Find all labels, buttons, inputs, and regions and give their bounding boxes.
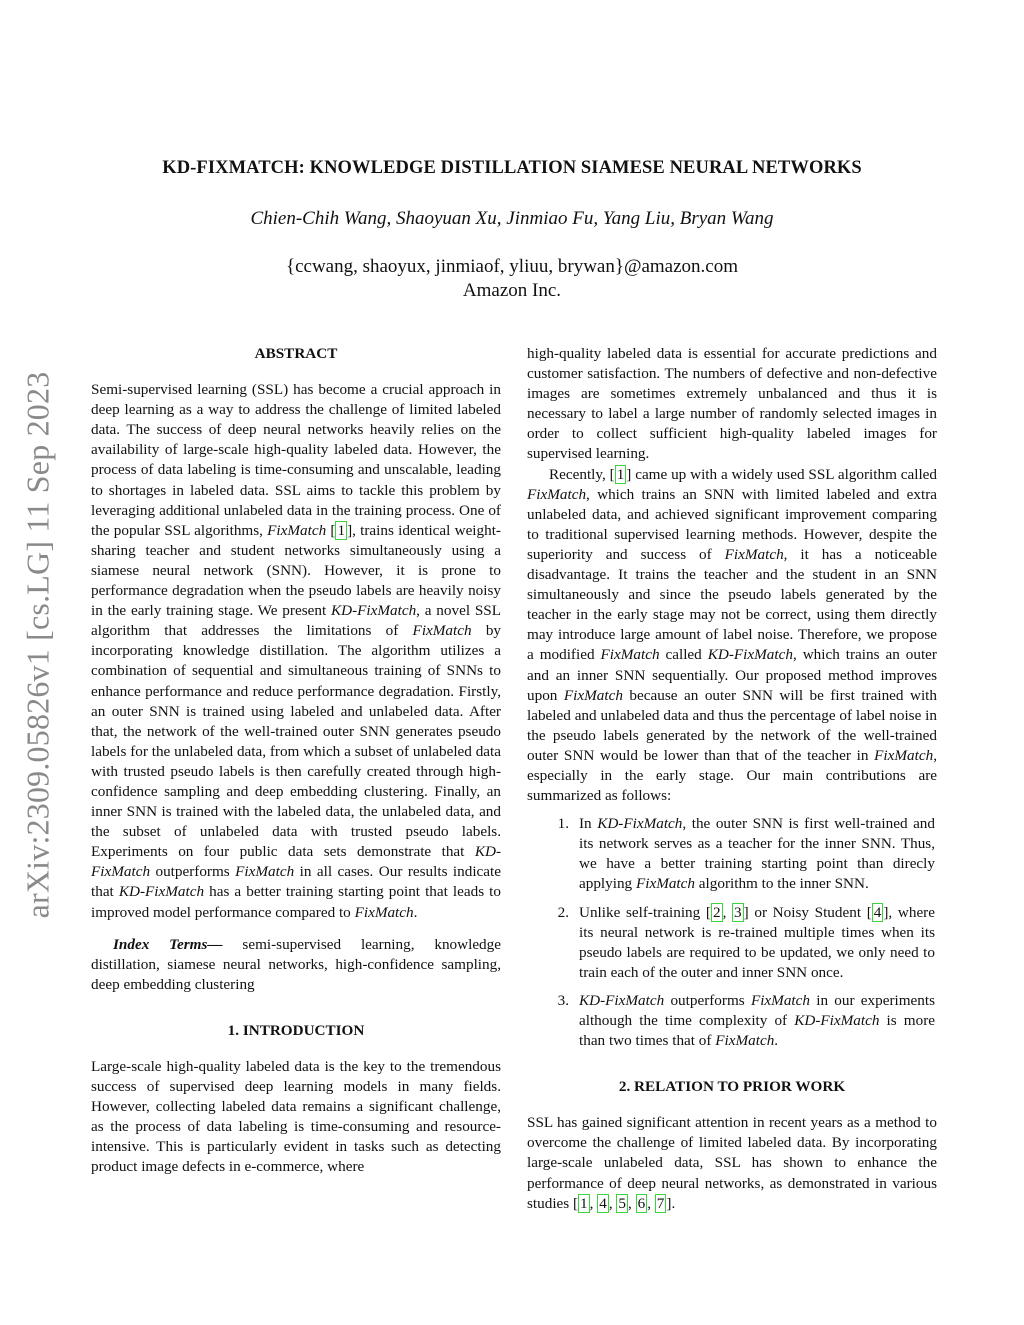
arxiv-identifier: arXiv:2309.05826v1 [cs.LG] 11 Sep 2023 (19, 371, 56, 919)
left-column (91, 344, 501, 1178)
citation-link[interactable]: 3 (734, 903, 742, 921)
citation-link[interactable]: 2 (712, 903, 721, 921)
citation-link[interactable]: 7 (656, 1194, 665, 1212)
citation-link[interactable]: 4 (599, 1194, 607, 1212)
citation-link[interactable]: 5 (618, 1194, 627, 1212)
prior-work-heading: 2. RELATION TO PRIOR WORK (618, 1078, 846, 1096)
introduction-text: Large-scale high-quality labeled data is the key to the tremendous success of supervised deep learning models in many fields. However, collecting labeled data remains a significant challenge, as the process of data labeling is time-consuming and resource-intensive. This is particularly evident in tasks such as detecting product image defects in e-commerce, where (91, 1058, 501, 1176)
contributions-list (527, 814, 937, 1051)
citation-link[interactable]: 1 (337, 521, 346, 539)
list-item: 3. KD-FixMatch outperforms FixMatch in our experiments although the time complexity of KD-FixMatch is more than two times that of FixMatch. (557, 991, 935, 1050)
citation-link[interactable]: 1 (580, 1194, 588, 1212)
paper-title: KD-FIXMATCH: KNOWLEDGE DISTILLATION SIAMESE NEURAL NETWORKS (162, 158, 862, 178)
author-list: Chien-Chih Wang, Shaoyuan Xu, Jinmiao Fu, Yang Liu, Bryan Wang (250, 208, 774, 229)
citation-link[interactable]: 6 (637, 1194, 646, 1212)
abstract-heading: ABSTRACT (254, 345, 338, 362)
abstract-text: Semi-supervised learning (SSL) has become a crucial approach in deep learning as a way to address the challenge of limited labeled data. The success of deep neural networks heavily relies on the availability of large-scale high-quality labeled data. However, the process of data labeling is time-consuming and unscalable, leading to shortages in labeled data. SSL aims to tackle this problem by leveraging additional unlabeled data in the training process. One of the popular SSL algorithms, FixMatch [ 1 ], trains identical weight-sharing teacher and student networks simultaneously using a siamese neural network (SNN). However, it is prone to performance degradation when the pseudo labels are heavily noisy in the early training stage. We present KD-FixMatch, a novel SSL algorithm that addresses the limitations of FixMatch by incorporating knowledge distillation. The algorithm utilizes a combination of sequential and simultaneous training of SNNs to enhance performance and reduce performance degradation. Firstly, an outer SNN is trained using labeled and unlabeled data. After that, the network of the well-trained outer SNN generates pseudo labels for the unlabeled data, from which a subset of unlabeled data with trusted pseudo labels is then carefully created through high-confidence sampling and deep embedding clustering. Finally, an inner SNN is trained with the labeled data, the unlabeled data, and the subset of unlabeled data with trusted pseudo labels. Experiments on four public data sets demonstrate that KD-FixMatch outperforms FixMatch in all cases. Our results indicate that KD-FixMatch has a better training starting point that leads to improved model performance compared to FixMatch. (91, 381, 502, 921)
intro-continuation: high-quality labeled data is essential for accurate predictions and customer satisfaction. The numbers of defective and non-defective images are sometimes extremely unbalanced and thus it is necessary to label a large number of randomly selected images in order to collect sufficient high-quality labeled images for supervised learning. (527, 345, 937, 463)
citation-link[interactable]: 1 (616, 465, 625, 483)
introduction-heading: 1. INTRODUCTION (227, 1021, 365, 1039)
author-emails: {ccwang, shaoyux, jinmiaof, yliuu, brywan}@amazon.com (285, 256, 739, 277)
author-affiliation: Amazon Inc. (462, 280, 562, 301)
arxiv-sidebar-stamp (14, 348, 62, 942)
index-terms: Index Terms— semi-supervised learning, knowledge distillation, siamese neural networks, high-confidence sampling, deep embedding clustering (91, 935, 501, 993)
right-column (527, 344, 937, 1214)
intro-paragraph-2: Recently, [ 1 ] came up with a widely used SSL algorithm called FixMatch, which trains an SNN with limited labeled and extra unlabeled data, and achieved significant improvement comparing to traditional supervised learning methods. However, despite the superiority and success of FixMatch, it has a noticeable disadvantage. It trains the teacher and the student in an SNN simultaneously and since the pseudo labels generated by the teacher in the early stage may not be correct, using them directly may introduce large amount of label noise. Therefore, we propose a modified FixMatch called KD-FixMatch, which trains an outer and an inner SNN sequentially. Our proposed method improves upon FixMatch because an outer SNN will be first trained with labeled and unlabeled data and thus the percentage of label noise in the pseudo labels generated by the network of the well-trained outer SNN would be lower than that of the teacher in FixMatch, especially in the early stage. Our main contributions are summarized as follows: (527, 465, 937, 805)
list-item: 2. Unlike self-training [ 2 , 3 ] or Noisy Student [ 4 ], where its neural network is re-trained multiple times when its pseudo labels are required to be updated, we only need to train each of the outer and inner SNN once. (557, 903, 935, 981)
list-item: 1. In KD-FixMatch, the outer SNN is first well-trained and its network serves as a teacher for the inner SNN. Thus, we have a better training starting point than direcly applying FixMatch algorithm to the inner SNN. (557, 815, 935, 893)
citation-link[interactable]: 4 (873, 903, 882, 921)
prior-work-text: SSL has gained significant attention in recent years as a method to overcome the challenge of limited labeled data. By incorporating large-scale unlabeled data, SSL has shown to enhance the performance of deep neural networks, as demonstrated in various studies [ 1 , 4 , 5 , 6 , 7 ]. (527, 1114, 937, 1212)
